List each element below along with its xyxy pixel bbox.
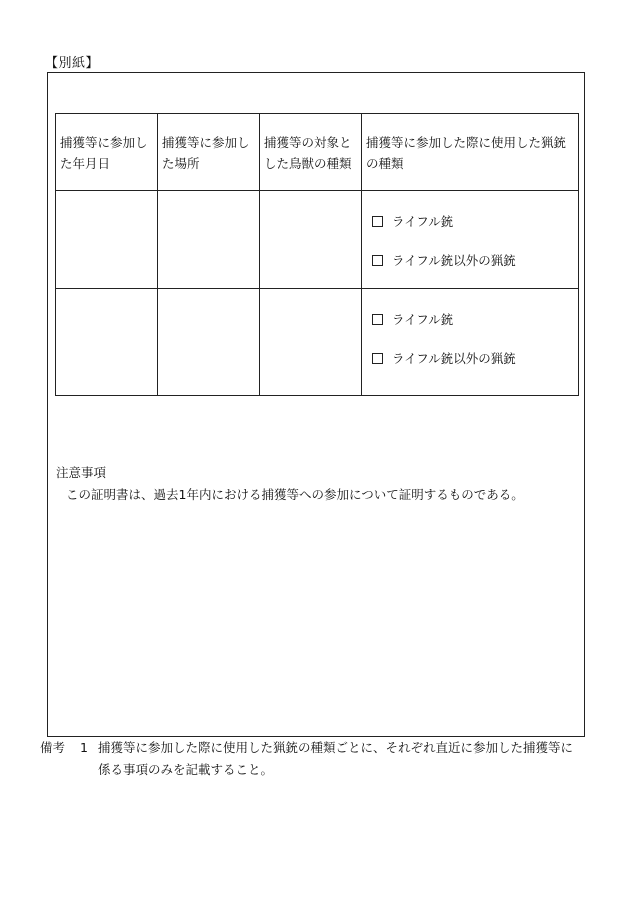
- header-place: 捕獲等に参加した場所: [162, 135, 250, 171]
- remarks-section: [40, 737, 600, 781]
- checkbox-icon[interactable]: [372, 255, 383, 266]
- remarks-line1: 捕獲等に参加した際に使用した猟銃の種類ごとに、それぞれ直近に参加した捕獲等に: [98, 740, 574, 755]
- option-label: ライフル銃以外の猟銃: [392, 253, 516, 268]
- date-cell[interactable]: [56, 289, 158, 396]
- option-label: ライフル銃: [392, 312, 454, 327]
- gun-type-cell: [362, 191, 579, 289]
- header-place-cell: [158, 114, 260, 191]
- option-label: ライフル銃: [392, 214, 454, 229]
- attachment-label: 【別紙】: [45, 56, 100, 71]
- option-other-gun[interactable]: [372, 250, 578, 271]
- option-rifle[interactable]: [372, 211, 578, 232]
- header-gun-type-cell: [362, 114, 579, 191]
- notes-section: [56, 462, 524, 506]
- date-cell[interactable]: [56, 191, 158, 289]
- notes-title: 注意事項: [56, 465, 107, 480]
- checkbox-icon[interactable]: [372, 216, 383, 227]
- header-species-cell: [260, 114, 362, 191]
- table-row: [56, 191, 579, 289]
- table-row: [56, 289, 579, 396]
- remarks-line2: 係る事項のみを記載すること。: [98, 762, 274, 777]
- option-other-gun[interactable]: [372, 348, 578, 369]
- notes-body: この証明書は、過去1年内における捕獲等への参加について証明するものである。: [66, 487, 524, 502]
- checkbox-icon[interactable]: [372, 314, 383, 325]
- header-date-cell: [56, 114, 158, 191]
- header-date: 捕獲等に参加した年月日: [60, 135, 148, 171]
- species-cell[interactable]: [260, 191, 362, 289]
- remarks-label: 備考: [40, 740, 66, 755]
- species-cell[interactable]: [260, 289, 362, 396]
- place-cell[interactable]: [158, 191, 260, 289]
- header-gun-type: 捕獲等に参加した際に使用した猟銃の種類: [366, 135, 567, 171]
- gun-type-cell: [362, 289, 579, 396]
- checkbox-icon[interactable]: [372, 353, 383, 364]
- option-rifle[interactable]: [372, 309, 578, 330]
- place-cell[interactable]: [158, 289, 260, 396]
- remarks-number: 1: [80, 740, 88, 755]
- table-header-row: [56, 114, 579, 191]
- option-label: ライフル銃以外の猟銃: [392, 351, 516, 366]
- header-species: 捕獲等の対象とした鳥獣の種類: [264, 135, 352, 171]
- participation-table: [55, 113, 579, 396]
